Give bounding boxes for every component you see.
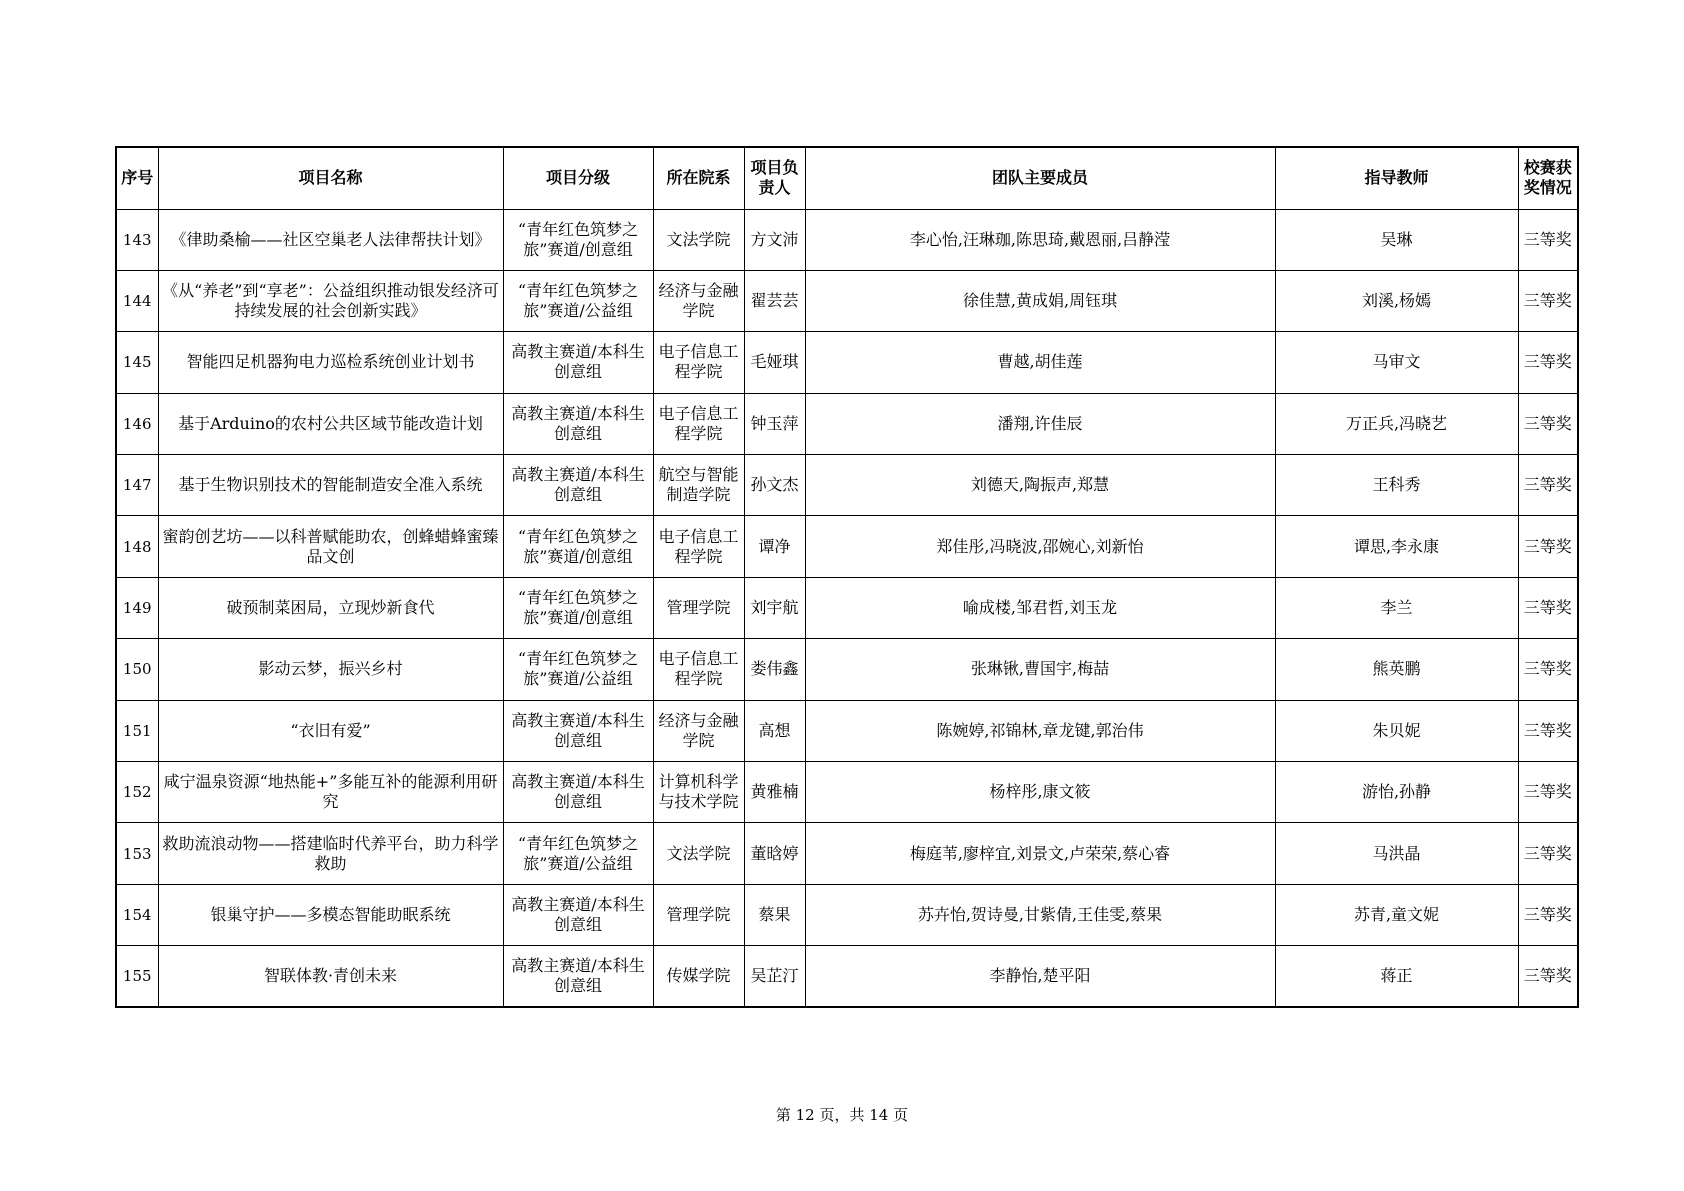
cell-college: 电子信息工程学院 (653, 516, 744, 577)
cell-seq: 144 (116, 270, 158, 331)
cell-members: 潘翔,许佳辰 (805, 393, 1275, 454)
cell-advisors: 游怡,孙静 (1275, 762, 1518, 823)
cell-college: 经济与金融学院 (653, 270, 744, 331)
cell-award: 三等奖 (1518, 270, 1578, 331)
header-project-name: 项目名称 (158, 147, 503, 209)
cell-award: 三等奖 (1518, 946, 1578, 1007)
header-college: 所在院系 (653, 147, 744, 209)
cell-leader: 蔡果 (744, 884, 805, 945)
cell-award: 三等奖 (1518, 700, 1578, 761)
table-row (116, 393, 1578, 454)
cell-college: 电子信息工程学院 (653, 393, 744, 454)
table-row (116, 823, 1578, 884)
cell-seq: 148 (116, 516, 158, 577)
cell-leader: 吴芷汀 (744, 946, 805, 1007)
cell-award: 三等奖 (1518, 823, 1578, 884)
cell-members: 刘德天,陶振声,郑慧 (805, 455, 1275, 516)
cell-advisors: 马审文 (1275, 332, 1518, 393)
page-footer: 第 12 页，共 14 页 (775, 1106, 909, 1124)
cell-seq: 155 (116, 946, 158, 1007)
table-row (116, 639, 1578, 700)
cell-leader: 方文沛 (744, 209, 805, 270)
cell-college: 经济与金融学院 (653, 700, 744, 761)
table-row (116, 700, 1578, 761)
cell-project-name: 咸宁温泉资源“地热能+”多能互补的能源利用研究 (158, 762, 503, 823)
cell-members: 李心怡,汪琳珈,陈思琦,戴恩丽,吕静滢 (805, 209, 1275, 270)
cell-leader: 毛娅琪 (744, 332, 805, 393)
cell-leader: 黄雅楠 (744, 762, 805, 823)
cell-award: 三等奖 (1518, 332, 1578, 393)
cell-project-name: 影动云梦，振兴乡村 (158, 639, 503, 700)
cell-college: 传媒学院 (653, 946, 744, 1007)
cell-college: 文法学院 (653, 209, 744, 270)
cell-category: 高教主赛道/本科生创意组 (503, 700, 653, 761)
cell-members: 李静怡,楚平阳 (805, 946, 1275, 1007)
cell-leader: 娄伟鑫 (744, 639, 805, 700)
cell-advisors: 谭思,李永康 (1275, 516, 1518, 577)
cell-advisors: 朱贝妮 (1275, 700, 1518, 761)
cell-leader: 谭净 (744, 516, 805, 577)
cell-advisors: 万正兵,冯晓艺 (1275, 393, 1518, 454)
cell-members: 苏卉怡,贺诗曼,甘紫倩,王佳雯,蔡果 (805, 884, 1275, 945)
header-award: 校赛获奖情况 (1518, 147, 1578, 209)
cell-members: 曹越,胡佳莲 (805, 332, 1275, 393)
cell-category: “青年红色筑梦之旅”赛道/创意组 (503, 577, 653, 638)
cell-seq: 149 (116, 577, 158, 638)
cell-project-name: 破预制菜困局，立现炒新食代 (158, 577, 503, 638)
cell-project-name: 救助流浪动物——搭建临时代养平台，助力科学救助 (158, 823, 503, 884)
cell-members: 郑佳彤,冯晓波,邵婉心,刘新怡 (805, 516, 1275, 577)
cell-members: 梅庭苇,廖梓宜,刘景文,卢荣荣,蔡心睿 (805, 823, 1275, 884)
cell-college: 航空与智能制造学院 (653, 455, 744, 516)
cell-category: 高教主赛道/本科生创意组 (503, 393, 653, 454)
cell-category: “青年红色筑梦之旅”赛道/创意组 (503, 516, 653, 577)
cell-award: 三等奖 (1518, 209, 1578, 270)
table-row (116, 332, 1578, 393)
cell-award: 三等奖 (1518, 884, 1578, 945)
cell-project-name: 《律助桑榆——社区空巢老人法律帮扶计划》 (158, 209, 503, 270)
cell-award: 三等奖 (1518, 577, 1578, 638)
cell-members: 张琳锹,曹国宇,梅喆 (805, 639, 1275, 700)
cell-leader: 高想 (744, 700, 805, 761)
header-row (116, 147, 1578, 209)
cell-advisors: 蒋正 (1275, 946, 1518, 1007)
cell-college: 计算机科学与技术学院 (653, 762, 744, 823)
header-leader: 项目负责人 (744, 147, 805, 209)
table-row (116, 577, 1578, 638)
table-row (116, 455, 1578, 516)
cell-college: 文法学院 (653, 823, 744, 884)
cell-project-name: 基于Arduino的农村公共区域节能改造计划 (158, 393, 503, 454)
cell-award: 三等奖 (1518, 516, 1578, 577)
cell-leader: 翟芸芸 (744, 270, 805, 331)
cell-advisors: 王科秀 (1275, 455, 1518, 516)
table-body (116, 209, 1578, 1007)
cell-seq: 150 (116, 639, 158, 700)
table-row (116, 516, 1578, 577)
cell-college: 管理学院 (653, 884, 744, 945)
cell-seq: 152 (116, 762, 158, 823)
table-row (116, 884, 1578, 945)
cell-category: “青年红色筑梦之旅”赛道/公益组 (503, 639, 653, 700)
table-row (116, 209, 1578, 270)
header-seq: 序号 (116, 147, 158, 209)
cell-seq: 147 (116, 455, 158, 516)
cell-project-name: 蜜韵创艺坊——以科普赋能助农，创蜂蜡蜂蜜臻品文创 (158, 516, 503, 577)
cell-category: “青年红色筑梦之旅”赛道/公益组 (503, 823, 653, 884)
cell-project-name: “衣旧有爱” (158, 700, 503, 761)
header-advisors: 指导教师 (1275, 147, 1518, 209)
table-row (116, 946, 1578, 1007)
cell-advisors: 李兰 (1275, 577, 1518, 638)
cell-leader: 刘宇航 (744, 577, 805, 638)
cell-category: 高教主赛道/本科生创意组 (503, 332, 653, 393)
cell-category: 高教主赛道/本科生创意组 (503, 762, 653, 823)
cell-category: “青年红色筑梦之旅”赛道/创意组 (503, 209, 653, 270)
cell-advisors: 马洪晶 (1275, 823, 1518, 884)
cell-project-name: 智联体教·青创未来 (158, 946, 503, 1007)
cell-advisors: 苏青,童文妮 (1275, 884, 1518, 945)
awards-table (115, 146, 1579, 1008)
cell-members: 喻成楼,邹君哲,刘玉龙 (805, 577, 1275, 638)
cell-award: 三等奖 (1518, 639, 1578, 700)
cell-project-name: 智能四足机器狗电力巡检系统创业计划书 (158, 332, 503, 393)
cell-advisors: 熊英鹏 (1275, 639, 1518, 700)
cell-category: 高教主赛道/本科生创意组 (503, 946, 653, 1007)
table-row (116, 762, 1578, 823)
cell-seq: 145 (116, 332, 158, 393)
cell-seq: 143 (116, 209, 158, 270)
cell-seq: 146 (116, 393, 158, 454)
cell-advisors: 刘溪,杨嫣 (1275, 270, 1518, 331)
cell-seq: 151 (116, 700, 158, 761)
table-row (116, 270, 1578, 331)
header-category: 项目分级 (503, 147, 653, 209)
cell-project-name: 《从“养老”到“享老”：公益组织推动银发经济可持续发展的社会创新实践》 (158, 270, 503, 331)
cell-project-name: 基于生物识别技术的智能制造安全准入系统 (158, 455, 503, 516)
cell-members: 徐佳慧,黄成娟,周钰琪 (805, 270, 1275, 331)
cell-category: 高教主赛道/本科生创意组 (503, 884, 653, 945)
cell-leader: 董晗婷 (744, 823, 805, 884)
cell-seq: 153 (116, 823, 158, 884)
cell-college: 电子信息工程学院 (653, 332, 744, 393)
cell-award: 三等奖 (1518, 762, 1578, 823)
cell-advisors: 吴琳 (1275, 209, 1518, 270)
cell-members: 陈婉婷,祁锦林,章龙键,郭治伟 (805, 700, 1275, 761)
cell-project-name: 银巢守护——多模态智能助眠系统 (158, 884, 503, 945)
cell-leader: 钟玉萍 (744, 393, 805, 454)
cell-award: 三等奖 (1518, 393, 1578, 454)
cell-members: 杨梓彤,康文筱 (805, 762, 1275, 823)
header-members: 团队主要成员 (805, 147, 1275, 209)
cell-award: 三等奖 (1518, 455, 1578, 516)
cell-category: “青年红色筑梦之旅”赛道/公益组 (503, 270, 653, 331)
cell-leader: 孙文杰 (744, 455, 805, 516)
cell-seq: 154 (116, 884, 158, 945)
cell-college: 管理学院 (653, 577, 744, 638)
cell-category: 高教主赛道/本科生创意组 (503, 455, 653, 516)
cell-college: 电子信息工程学院 (653, 639, 744, 700)
